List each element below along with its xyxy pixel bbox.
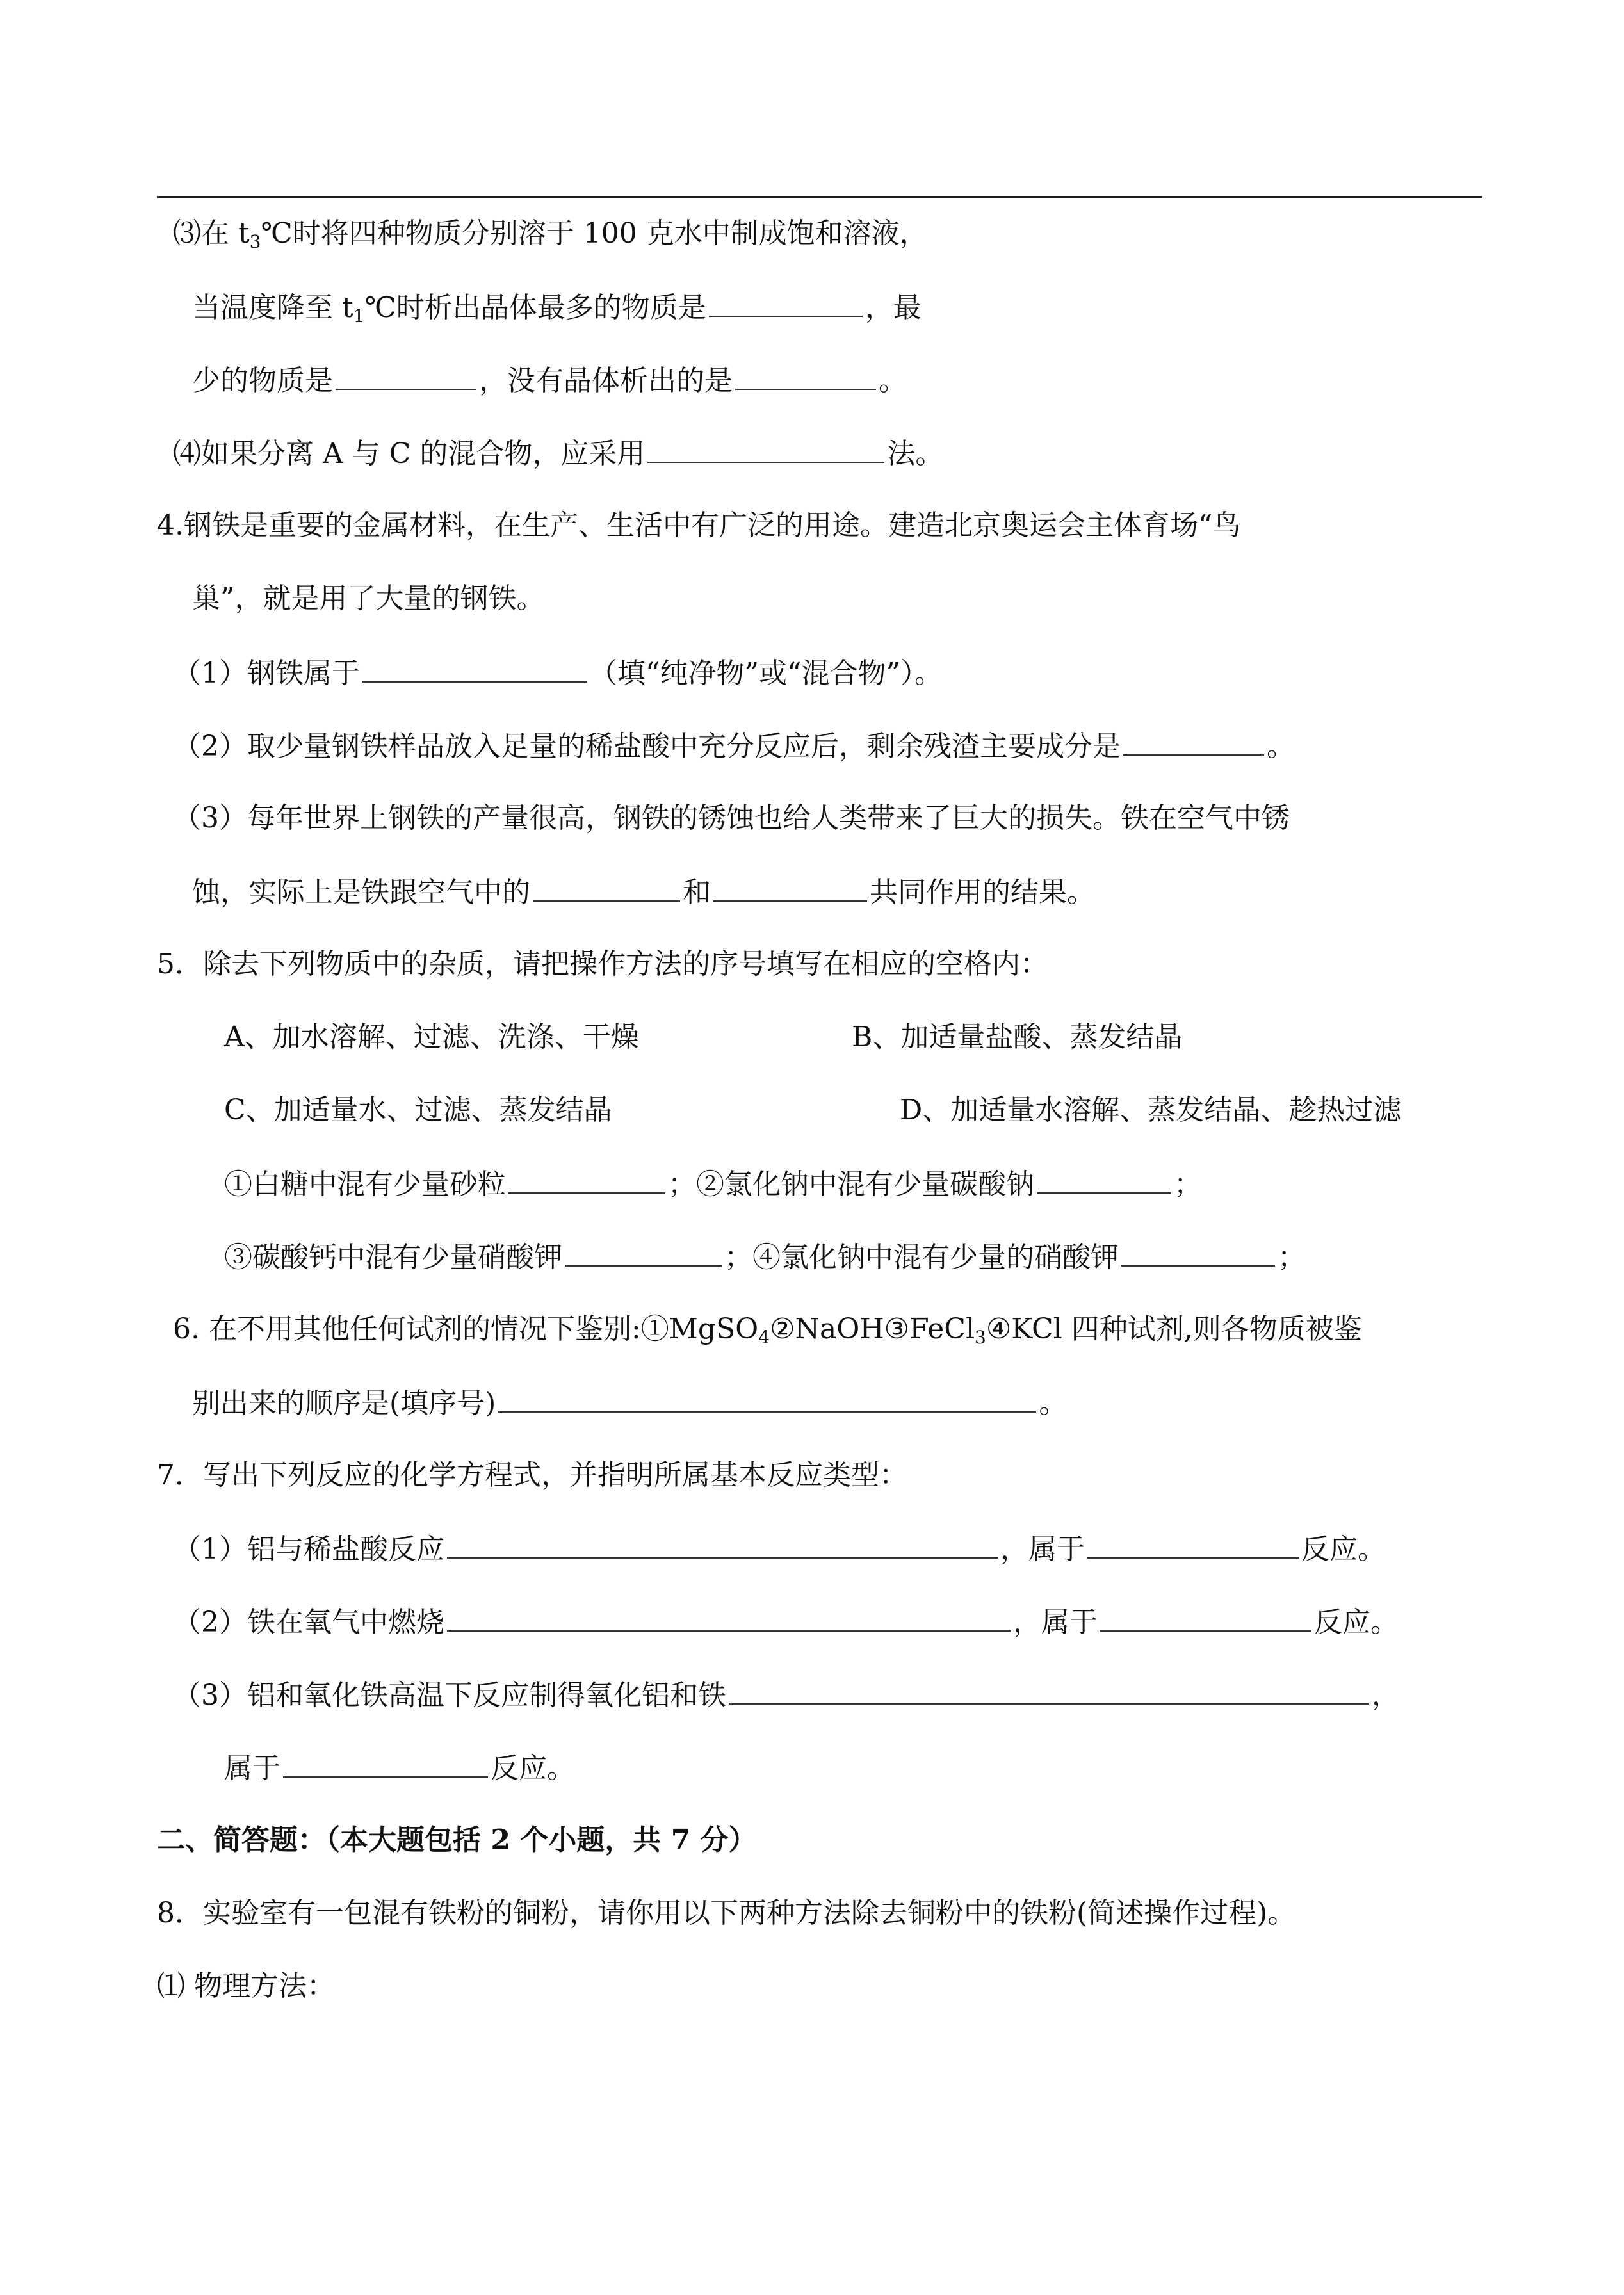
answer-blank[interactable] <box>1121 1237 1275 1267</box>
q7-reaction-3: （3）铝和氧化铁高温下反应制得氧化铝和铁 ， <box>173 1675 1400 1715</box>
q4-stem-line1: 4.钢铁是重要的金属材料，在生产、生活中有广泛的用途。建造北京奥运会主体育场“鸟 <box>157 509 1241 542</box>
answer-blank[interactable] <box>1123 726 1264 756</box>
q5-option-a: A、加水溶解、过滤、洗涤、干燥 <box>224 1021 639 1053</box>
answer-blank[interactable] <box>1100 1602 1311 1632</box>
answer-blank[interactable] <box>729 1675 1369 1705</box>
q5-items-3-4: ③碳酸钙中混有少量硝酸钾 ；④氯化钠中混有少量的硝酸钾 ； <box>224 1237 1306 1277</box>
q3-3-line1: ⑶在 $t_3℃$时将四种物质分别溶于 100 克水中制成饱和溶液， <box>173 217 928 252</box>
header-rule <box>157 196 1482 198</box>
answer-blank[interactable] <box>498 1383 1036 1413</box>
q3-3-line2: 当温度降至 $t_1℃$时析出晶体最多的物质是 ，最 <box>192 288 922 327</box>
answer-blank[interactable] <box>1037 1164 1171 1194</box>
q5-items-1-2: ①白糖中混有少量砂粒 ；②氯化钠中混有少量碳酸钠 ； <box>224 1164 1202 1204</box>
q5-option-d: D、加适量水溶解、蒸发结晶、趁热过滤 <box>900 1094 1402 1126</box>
answer-blank[interactable] <box>447 1602 1011 1632</box>
q6-line1: 6. 在不用其他任何试剂的情况下鉴别:①MgSO$_4$②NaOH③FeCl$_3$④KCl 四种试剂,则各物质被鉴 <box>173 1313 1362 1348</box>
q3-4-line: ⑷如果分离 A 与 C 的混合物，应采用 法。 <box>173 434 943 473</box>
answer-blank[interactable] <box>283 1748 488 1778</box>
q5-option-c: C、加适量水、过滤、蒸发结晶 <box>224 1094 612 1126</box>
q4-sub1: （1）钢铁属于 （填“纯净物”或“混合物”）。 <box>173 653 943 693</box>
answer-blank[interactable] <box>709 288 863 317</box>
section-2-title: 二、简答题：（本大题包括 2 个小题，共 7 分） <box>157 1824 757 1856</box>
q5-stem: 5．除去下列物质中的杂质，请把操作方法的序号填写在相应的空格内： <box>157 948 1048 980</box>
q4-sub3-line1: （3）每年世界上钢铁的产量很高，钢铁的锈蚀也给人类带来了巨大的损失。铁在空气中锈 <box>173 802 1290 834</box>
answer-blank[interactable] <box>647 434 884 463</box>
q7-reaction-1: （1）铝与稀盐酸反应 ，属于 反应。 <box>173 1529 1386 1569</box>
q6-line2: 别出来的顺序是(填序号) 。 <box>192 1383 1067 1423</box>
q7-stem: 7．写出下列反应的化学方程式，并指明所属基本反应类型： <box>157 1459 907 1491</box>
q7-reaction-2: （2）铁在氧气中燃烧 ，属于 反应。 <box>173 1602 1399 1642</box>
answer-blank[interactable] <box>508 1164 665 1194</box>
q8-sub1: ⑴ 物理方法： <box>157 1970 335 2002</box>
answer-blank[interactable] <box>362 653 587 683</box>
q5-option-b: B、加适量盐酸、蒸发结晶 <box>852 1021 1183 1053</box>
answer-blank[interactable] <box>713 872 867 902</box>
q8-stem: 8．实验室有一包混有铁粉的铜粉，请你用以下两种方法除去铜粉中的铁粉(简述操作过程)。 <box>157 1897 1296 1929</box>
answer-blank[interactable] <box>447 1529 998 1559</box>
q4-stem-line2: 巢”，就是用了大量的钢铁。 <box>192 582 545 615</box>
q3-3-line3: 少的物质是 ，没有晶体析出的是 。 <box>192 361 907 400</box>
answer-blank[interactable] <box>533 872 680 902</box>
q4-sub2: （2）取少量钢铁样品放入足量的稀盐酸中充分反应后，剩余残渣主要成分是 。 <box>173 726 1295 766</box>
answer-blank[interactable] <box>735 361 876 390</box>
answer-blank[interactable] <box>565 1237 722 1267</box>
q4-sub3-line2: 蚀，实际上是铁跟空气中的 和 共同作用的结果。 <box>192 872 1095 912</box>
q7-reaction-3-type: 属于 反应。 <box>224 1748 575 1788</box>
answer-blank[interactable] <box>1087 1529 1299 1559</box>
answer-blank[interactable] <box>336 361 476 390</box>
